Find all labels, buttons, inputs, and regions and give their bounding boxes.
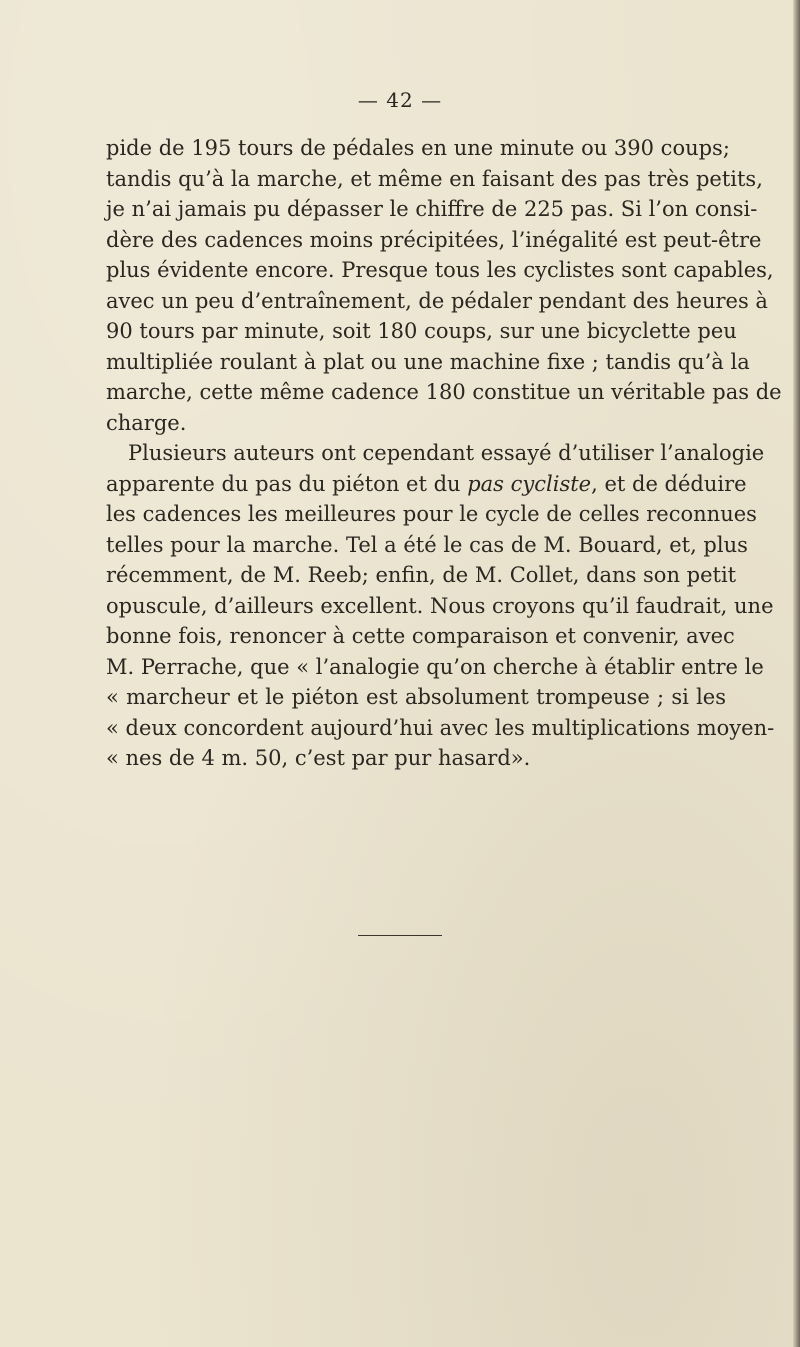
text-line: dère des cadences moins précipitées, l’inégalité est peut-être — [106, 227, 762, 252]
text-line: « deux concordent aujourd’hui avec les multiplications moyen- — [106, 715, 775, 740]
paragraph-2 — [106, 438, 775, 774]
page-edge-shadow — [793, 0, 800, 1347]
text-line: récemment, de M. Reeb; enfin, de M. Collet, dans son petit — [106, 563, 737, 587]
text-line: « nes de 4 m. 50, c’est par pur hasard». — [106, 746, 531, 770]
paragraph-1 — [106, 133, 782, 438]
text-line: 90 tours par minute, soit 180 coups, sur une bicyclette peu — [106, 319, 737, 343]
text-line: pide de 195 tours de pédales en une minute ou 390 coups; — [106, 136, 730, 160]
text-line: avec un peu d’entraînement, de pédaler pendant des heures à — [106, 288, 768, 313]
section-divider — [358, 935, 442, 936]
text-line: tandis qu’à la marche, et même en faisant des pas très petits, — [106, 166, 763, 191]
text-line: je n’ai jamais pu dépasser le chiffre de 225 pas. Si l’on consi- — [106, 197, 758, 221]
text-line: « marcheur et le piéton est absolument trompeuse ; si les — [106, 685, 726, 709]
text-line — [106, 438, 765, 469]
text-line: bonne fois, renoncer à cette comparaison et convenir, avec — [106, 624, 735, 648]
text-line: M. Perrache, que « l’analogie qu’on cherche à établir entre le — [106, 654, 764, 679]
text-segment: apparente du pas du piéton et du — [106, 471, 468, 496]
text-line: plus évidente encore. Presque tous les cyclistes sont capables, — [106, 258, 774, 282]
page-number: — 42 — — [357, 88, 443, 112]
body-text — [106, 133, 782, 774]
text-line: opuscule, d’ailleurs excellent. Nous croyons qu’il faudrait, une — [106, 593, 774, 618]
text-line: les cadences les meilleures pour le cycle de celles reconnues — [106, 502, 757, 526]
italic-term: pas cycliste — [467, 471, 592, 496]
text-line: charge. — [106, 410, 187, 435]
text-segment: , et de déduire — [591, 471, 747, 496]
text-segment: Plusieurs auteurs ont cependant essayé d’utiliser l’analogie — [128, 441, 765, 465]
text-line: telles pour la marche. Tel a été le cas de M. Bouard, et, plus — [106, 532, 748, 557]
text-line: multipliée roulant à plat ou une machine fixe ; tandis qu’à la — [106, 349, 750, 374]
text-line — [106, 469, 747, 500]
text-line: marche, cette même cadence 180 constitue un véritable pas de — [106, 380, 782, 404]
